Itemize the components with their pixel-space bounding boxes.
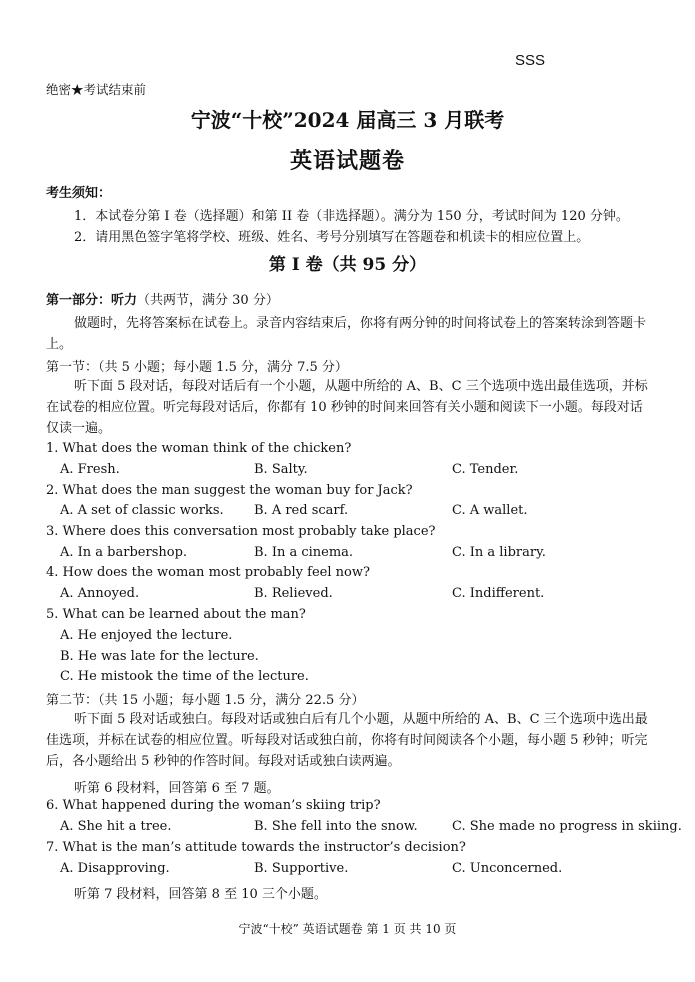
option-c: C. Tender. (452, 462, 519, 477)
option-c: C. He mistook the time of the lecture. (60, 669, 309, 684)
section1-heading: 第一节：（共 5 小题；每小题 1.5 分，满分 7.5 分） (46, 360, 348, 375)
question-stem: 4. How does the woman most probably feel now? (46, 565, 370, 580)
option-b: B. Relieved. (254, 586, 333, 601)
option-c: C. A wallet. (452, 503, 528, 518)
option-c: C. She made no progress in skiing. (452, 819, 682, 834)
section1-instructions: 听下面 5 段对话，每段对话后有一个小题，从题中所给的 A、B、C 三个选项中选出最佳选项，并标在试卷的相应位置。听完每段对话后，你都有 10 秒钟的时间来回答有关小题和阅读下一小题。每段对话仅读一遍。 (46, 379, 648, 436)
option-a: A. He enjoyed the lecture. (60, 628, 233, 643)
option-b: B. He was late for the lecture. (60, 649, 259, 664)
question-stem: 6. What happened during the woman’s skiing trip? (46, 798, 381, 813)
exam-subtitle: 英语试题卷 (289, 148, 405, 174)
question-stem: 5. What can be learned about the man? (46, 607, 306, 622)
section2-instructions: 听下面 5 段对话或独白。每段对话或独白后有几个小题，从题中所给的 A、B、C 三个选项中选出最佳选项，并标在试卷的相应位置。听每段对话或独白前，你将有时间阅读各个小题，每小题 5 秒钟；听完后，各小题给出 5 秒钟的作答时间。每段对话或独白读两遍。 (46, 712, 648, 769)
notice-item: 2．请用黑色签字笔将学校、班级、姓名、考号分别填写在答题卷和机读卡的相应位置上。 (74, 230, 590, 245)
option-b: B. Salty. (254, 462, 308, 477)
corner-label: SSS (514, 52, 545, 69)
material-note: 听第 6 段材料，回答第 6 至 7 题。 (74, 781, 280, 796)
question-stem: 3. Where does this conversation most probably take place? (46, 524, 436, 539)
question-stem: 7. What is the man’s attitude towards the instructor’s decision? (46, 840, 466, 855)
option-a: A. She hit a tree. (60, 819, 172, 834)
question-stem: 1. What does the woman think of the chicken? (46, 441, 352, 456)
option-c: C. Unconcerned. (452, 861, 563, 876)
part1-instructions: 做题时，先将答案标在试卷上。录音内容结束后，你将有两分钟的时间将试卷上的答案转涂到答题卡上。 (46, 316, 647, 352)
secret-mark: 绝密★考试结束前 (46, 82, 147, 97)
option-b: B. A red scarf. (254, 503, 349, 518)
section2-heading: 第二节：（共 15 小题；每小题 1.5 分，满分 22.5 分） (46, 693, 365, 708)
exam-title: 宁波“十校”2024 届高三 3 月联考 (190, 108, 505, 132)
notice-item: 1．本试卷分第 I 卷（选择题）和第 II 卷（非选择题）。满分为 150 分，考试时间为 120 分钟。 (74, 209, 629, 224)
notice-heading: 考生须知： (46, 186, 112, 201)
option-c: C. Indifferent. (452, 586, 545, 601)
option-a: A. Disapproving. (60, 861, 170, 876)
option-a: A. Fresh. (60, 462, 120, 477)
part1-heading (46, 289, 279, 308)
option-b: B. Supportive. (254, 861, 349, 876)
part1-heading-bold: 第一部分：听力 (46, 293, 138, 308)
option-a: A. In a barbershop. (60, 545, 188, 560)
option-a: A. Annoyed. (60, 586, 140, 601)
material-note: 听第 7 段材料，回答第 8 至 10 三个小题。 (74, 887, 327, 902)
option-b: B. In a cinema. (254, 545, 354, 560)
volume-title: 第 I 卷（共 95 分） (268, 255, 427, 275)
part1-heading-rest: （共两节，满分 30 分） (137, 293, 279, 308)
option-a: A. A set of classic works. (60, 503, 224, 518)
option-b: B. She fell into the snow. (254, 819, 418, 834)
page-footer: 宁波“十校” 英语试题卷 第 1 页 共 10 页 (238, 922, 457, 936)
question-stem: 2. What does the man suggest the woman buy for Jack? (46, 483, 413, 498)
option-c: C. In a library. (452, 545, 546, 560)
